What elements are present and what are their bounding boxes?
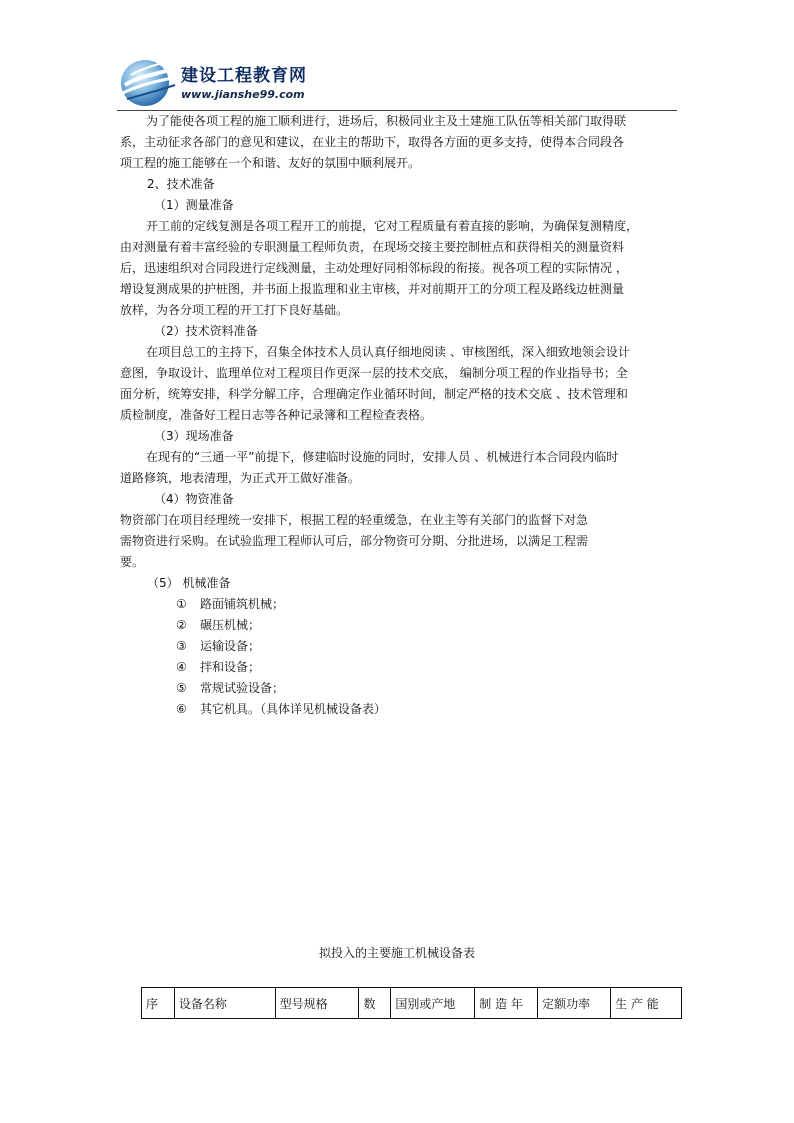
paragraph-line: 要。 (120, 555, 145, 569)
paragraph-line: 为了能使各项工程的施工顺利进行，进场后，积极同业主及土建施工队伍等相关部门取得联 (146, 114, 627, 128)
table-header-cell: 序 (142, 988, 175, 1019)
item-text: 运输设备； (200, 639, 261, 653)
paragraph-line: 道路修筑，地表清理，为正式开工做好准备。 (120, 471, 361, 485)
document-body (120, 111, 676, 720)
site-url: www.jianshe99.com (181, 88, 305, 101)
paragraph-line: 开工前的定线复测是各项工程开工的前提，它对工程质量有着直接的影响，为确保复测精度， (146, 219, 639, 233)
item-text: 常规试验设备； (200, 681, 285, 695)
item-number: ④ (176, 660, 187, 674)
machine-list-item (120, 615, 676, 636)
item-text: 其它机具。（具体详见机械设备表） (200, 702, 387, 716)
paragraph-line: 增设复测成果的护桩图，并书面上报监理和业主审核，并对前期开工的分项工程及路线边桩测量 (120, 282, 625, 296)
paragraph-line: 由对测量有着丰富经验的专职测量工程师负责，在现场交接主要控制桩点和获得相关的测量资料 (120, 240, 625, 254)
globe-logo-icon (117, 55, 179, 107)
site-name: 建设工程教育网 (181, 66, 307, 86)
item-number: ⑥ (176, 702, 187, 716)
item-number: ③ (176, 639, 187, 653)
machine-list-item (120, 636, 676, 657)
paragraph-line: 系，主动征求各部门的意见和建议，在业主的帮助下，取得各方面的更多支持，使得本合同段各 (120, 135, 625, 149)
paragraph-line: 项工程的施工能够在一个和谐、友好的氛围中顺利展开。 (120, 156, 421, 170)
paragraph-line: 需物资进行采购。在试验监理工程师认可后，部分物资可分期、分批进场，以满足工程需 (120, 534, 589, 548)
table-header-cell: 数 (359, 988, 391, 1019)
table-header-cell: 型号规格 (275, 988, 359, 1019)
paragraph-line: 面分析，统筹安排，科学分解工序，合理确定作业循环时间，制定严格的技术交底 、技术管理和 (120, 387, 628, 401)
machine-list-item (120, 678, 676, 699)
paragraph-line: 质检制度，准备好工程日志等各种记录簿和工程检查表格。 (120, 408, 433, 422)
item-number: ⑤ (176, 681, 187, 695)
paragraph-line: 意图，争取设计、监理单位对工程项目作更深一层的技术交底， 编制分项工程的作业指导书；全 (120, 366, 628, 380)
table-title: 拟投入的主要施工机械设备表 (318, 946, 475, 960)
paragraph-line: 物资部门在项目经理统一安排下，根据工程的轻重缓急，在业主等有关部门的监督下对急 (120, 513, 589, 527)
page-header (117, 55, 677, 113)
item-number: ② (176, 618, 187, 632)
paragraph-line: 在现有的“三通一平”前提下，修建临时设施的同时，安排人员 、机械进行本合同段内临时 (146, 450, 619, 464)
machine-list-item (120, 657, 676, 678)
equipment-table (141, 987, 682, 1019)
table-header-cell: 定额功率 (538, 988, 611, 1019)
subsection-heading: （3）现场准备 (154, 429, 234, 443)
subsection-heading: （4）物资准备 (154, 492, 234, 506)
subsection-heading: （5） 机械准备 (147, 576, 231, 590)
table-header-cell: 生 产 能 (611, 988, 682, 1019)
section-heading: 2、技术准备 (147, 177, 215, 191)
table-header-row (142, 988, 682, 1019)
subsection-heading: （1）测量准备 (154, 198, 234, 212)
machine-list-item (120, 594, 676, 615)
table-header-cell: 设备名称 (174, 988, 275, 1019)
table-header-cell: 国别或产地 (391, 988, 475, 1019)
item-text: 路面铺筑机械； (200, 597, 285, 611)
paragraph-line: 在项目总工的主持下，召集全体技术人员认真仔细地阅读 、审核图纸，深入细致地领会设计 (146, 345, 630, 359)
paragraph-line: 后，迅速组织对合同段进行定线测量，主动处理好同相邻标段的衔接。视各项工程的实际情况 ， (120, 261, 628, 275)
item-text: 拌和设备； (200, 660, 261, 674)
item-text: 碾压机械； (200, 618, 261, 632)
paragraph-line: 放样，为各分项工程的开工打下良好基础。 (120, 303, 349, 317)
machine-list-item (120, 699, 676, 720)
table-header-cell: 制 造 年 (475, 988, 538, 1019)
subsection-heading: （2）技术资料准备 (154, 324, 258, 338)
item-number: ① (176, 597, 187, 611)
